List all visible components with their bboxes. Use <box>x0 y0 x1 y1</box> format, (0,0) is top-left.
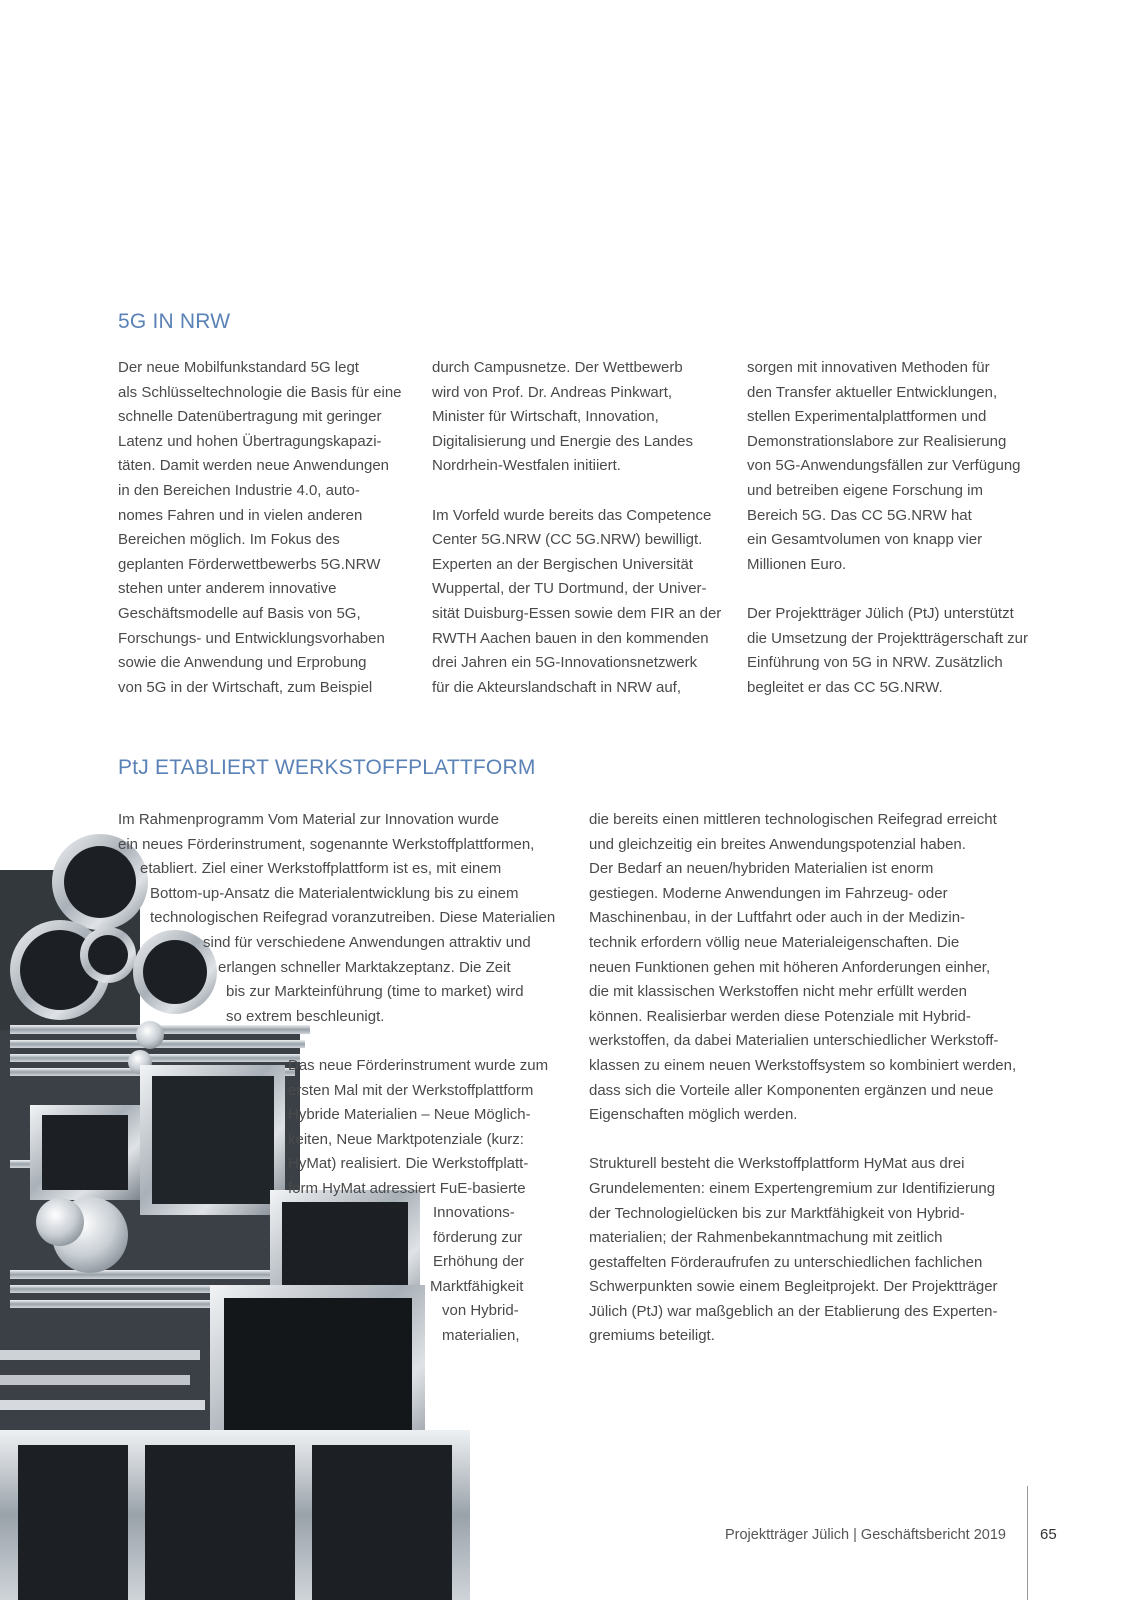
text-line: geplanten Förderwettbewerbs 5G.NRW <box>118 555 381 573</box>
text-line: und betreiben eigene Forschung im <box>747 481 983 499</box>
text-line: täten. Damit werden neue Anwendungen <box>118 457 390 475</box>
text-line: Schwerpunkten sowie einem Begleitprojekt. Der Projektträger <box>589 1278 998 1296</box>
text-line: sorgen mit innovativen Methoden für <box>747 359 990 376</box>
text-line: technologischen Reifegrad voranzutreiben. Diese Materialien <box>150 909 556 927</box>
text-line: sind für verschiedene Anwendungen attraktiv und <box>203 933 531 951</box>
text-line: von 5G-Anwendungsfällen zur Verfügung <box>747 457 1021 475</box>
text-line: Demonstrationslabore zur Realisierung <box>747 432 1007 450</box>
text-line: Der neue Mobilfunkstandard 5G legt <box>118 359 359 376</box>
text-line: Experten an der Bergischen Universität <box>432 555 693 573</box>
text-line: Jülich (PtJ) war maßgeblich an der Etablierung des Experten- <box>589 1302 998 1320</box>
section1-column-2 <box>432 356 721 700</box>
section-heading-werkstoffplattform: PtJ ETABLIERT WERKSTOFFPLATTFORM <box>118 756 536 779</box>
text-line: so extrem beschleunigt. <box>226 1007 385 1025</box>
text-line: drei Jahren ein 5G-Innovationsnetzwerk <box>432 654 698 672</box>
text-line: Einführung von 5G in NRW. Zusätzlich <box>747 654 1003 672</box>
text-line: Der Projektträger Jülich (PtJ) unterstützt <box>747 604 1014 622</box>
text-line: von 5G in der Wirtschaft, zum Beispiel <box>118 678 373 696</box>
text-line: technik erfordern völlig neue Materialeigenschaften. Die <box>589 933 960 951</box>
text-line: klassen zu einem neuen Werkstoffsystem so kombiniert werden, <box>589 1056 1017 1074</box>
text-line: Digitalisierung und Energie des Landes <box>432 432 694 450</box>
text-line: form HyMat adressiert FuE-basierte <box>288 1179 526 1197</box>
text-line: durch Campusnetze. Der Wettbewerb <box>432 359 683 376</box>
text-line: Eigenschaften möglich werden. <box>589 1106 798 1124</box>
text-line: Strukturell besteht die Werkstoffplattform HyMat aus drei <box>589 1155 965 1173</box>
text-line: stellen Experimentalplattformen und <box>747 408 987 426</box>
text-line: Forschungs- und Entwicklungsvorhaben <box>118 629 385 647</box>
text-line: für die Akteurslandschaft in NRW auf, <box>432 678 682 696</box>
text-line: Maschinenbau, in der Luftfahrt oder auch in der Medizin- <box>589 909 966 927</box>
text-line: sowie die Anwendung und Erprobung <box>118 654 367 672</box>
text-line: ein Gesamtvolumen von knapp vier <box>747 531 983 549</box>
text-line: gestiegen. Moderne Anwendungen im Fahrzeug- oder <box>589 884 948 902</box>
text-line: RWTH Aachen bauen in den kommenden <box>432 629 709 647</box>
text-line: etabliert. Ziel einer Werkstoffplattform ist es, mit einem <box>140 860 502 878</box>
text-line: Grundelementen: einem Expertengremium zur Identifizierung <box>589 1179 996 1197</box>
text-line: werkstoffen, da dabei Materialien unterschiedlicher Werkstoff- <box>589 1032 999 1050</box>
text-line: Bereichen möglich. Im Fokus des <box>118 531 340 549</box>
text-line: Latenz und hohen Übertragungskapazi- <box>118 432 382 450</box>
text-line: ein neues Förderinstrument, sogenannte Werkstoffplattformen, <box>118 835 535 853</box>
section1-column-3 <box>747 356 1028 700</box>
text-line: Innovations- <box>433 1204 515 1221</box>
text-line: Im Rahmenprogramm Vom Material zur Innovation wurde <box>118 811 499 828</box>
text-line: sität Duisburg-Essen sowie dem FIR an der <box>432 604 722 622</box>
text-line: in den Bereichen Industrie 4.0, auto- <box>118 481 360 499</box>
text-line: förderung zur <box>433 1228 523 1246</box>
section2-left-intro <box>118 808 555 1029</box>
text-line: als Schlüsseltechnologie die Basis für eine <box>118 383 402 401</box>
text-line: den Transfer aktueller Entwicklungen, <box>747 383 998 401</box>
text-line: dass sich die Vorteile aller Komponenten ergänzen und neue <box>589 1081 994 1099</box>
text-line: Hybride Materialien – Neue Möglich- <box>288 1106 531 1124</box>
section2-left-middle <box>288 1054 548 1202</box>
text-line: materialien; der Rahmenbekanntmachung mit zeitlich <box>589 1229 943 1247</box>
text-line: von Hybrid- <box>442 1302 519 1320</box>
section-heading-5g-nrw: 5G IN NRW <box>118 310 231 333</box>
text-line: und gleichzeitig ein breites Anwendungspotenzial haben. <box>589 835 966 853</box>
text-line: Geschäftsmodelle auf Basis von 5G, <box>118 604 361 622</box>
footer-publication-title: Projektträger Jülich | Geschäftsbericht 2019 <box>724 1527 1006 1543</box>
text-line: nomes Fahren und in vielen anderen <box>118 506 363 524</box>
text-line: Center 5G.NRW (CC 5G.NRW) bewilligt. <box>432 531 703 549</box>
text-line: Bereich 5G. Das CC 5G.NRW hat <box>747 506 972 524</box>
text-line: Millionen Euro. <box>747 555 847 573</box>
text-line: die bereits einen mittleren technologischen Reifegrad erreicht <box>589 811 997 828</box>
text-line: Erhöhung der <box>433 1253 524 1271</box>
section2-right-column <box>589 808 1016 1349</box>
text-line: Das neue Förderinstrument wurde zum <box>288 1057 549 1074</box>
text-line: wird von Prof. Dr. Andreas Pinkwart, <box>432 383 673 401</box>
text-line: Nordrhein-Westfalen initiiert. <box>432 457 621 475</box>
text-line: begleitet er das CC 5G.NRW. <box>747 678 943 696</box>
text-line: Bottom-up-Ansatz die Materialentwicklung bis zu einem <box>150 884 519 902</box>
text-line: bis zur Markteinführung (time to market) wird <box>226 983 524 1001</box>
text-line: stehen unter anderem innovative <box>118 580 337 598</box>
page-number: 65 <box>1040 1526 1057 1543</box>
text-line: die Umsetzung der Projektträgerschaft zur <box>747 629 1028 647</box>
text-line: die mit klassischen Werkstoffen nicht mehr erfüllt werden <box>589 983 967 1001</box>
text-line: HyMat) realisiert. Die Werkstoffplatt- <box>288 1155 529 1173</box>
text-line: schnelle Datenübertragung mit geringer <box>118 408 382 426</box>
text-line: keiten, Neue Marktpotenziale (kurz: <box>288 1130 524 1148</box>
text-line: ersten Mal mit der Werkstoffplattform <box>288 1081 534 1099</box>
text-line: können. Realisierbar werden diese Potenziale mit Hybrid- <box>589 1007 971 1025</box>
text-line: Der Bedarf an neuen/hybriden Materialien ist enorm <box>589 860 934 878</box>
section1-column-1 <box>118 356 402 700</box>
text-line: Im Vorfeld wurde bereits das Competence <box>432 506 712 524</box>
text-line: gremiums beteiligt. <box>589 1327 715 1345</box>
text-line: Wuppertal, der TU Dortmund, der Univer- <box>432 580 707 598</box>
footer-divider <box>1027 1486 1028 1600</box>
text-line: Marktfähigkeit <box>430 1277 524 1295</box>
text-line: erlangen schneller Marktakzeptanz. Die Zeit <box>218 958 511 976</box>
text-line: Minister für Wirtschaft, Innovation, <box>432 408 659 426</box>
text-line: materialien, <box>442 1326 520 1344</box>
text-line: neuen Funktionen gehen mit höheren Anforderungen einher, <box>589 958 991 976</box>
text-line: gestaffelten Förderaufrufen zu unterschiedlichen fachlichen <box>589 1253 983 1271</box>
section2-left-narrow <box>430 1201 524 1349</box>
text-line: der Technologielücken bis zur Marktfähigkeit von Hybrid- <box>589 1204 965 1222</box>
